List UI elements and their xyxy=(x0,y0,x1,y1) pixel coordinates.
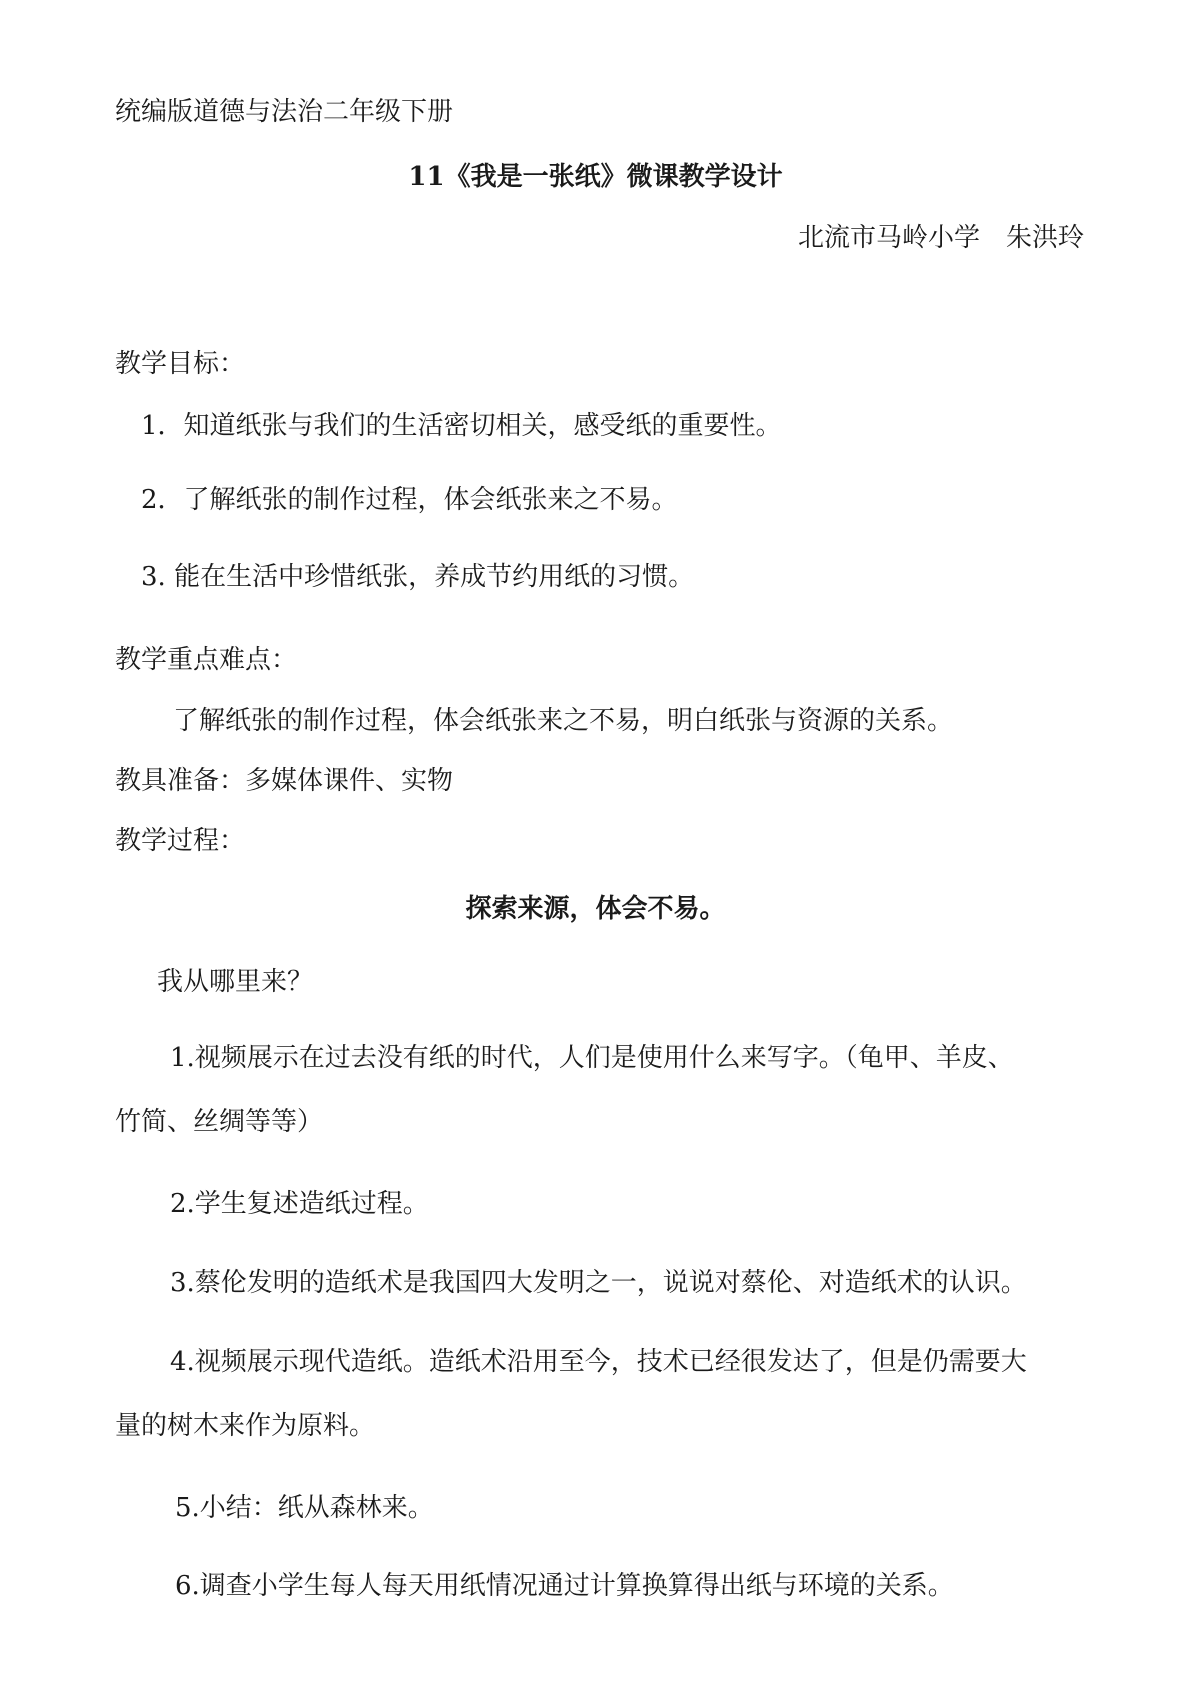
key-points-heading: 教学重点难点： xyxy=(115,645,298,675)
process-step-2: 2.学生复述造纸过程。 xyxy=(170,1189,429,1219)
process-section-title: 探索来源，体会不易。 xyxy=(465,894,726,924)
key-points-text: 了解纸张的制作过程，体会纸张来之不易，明白纸张与资源的关系。 xyxy=(173,706,954,736)
preparation-text: 教具准备：多媒体课件、实物 xyxy=(115,766,454,796)
objective-item-3: 3. 能在生活中珍惜纸张，养成节约用纸的习惯。 xyxy=(141,562,695,592)
process-step-4-continued: 量的树木来作为原料。 xyxy=(115,1411,376,1441)
process-question: 我从哪里来？ xyxy=(157,967,314,997)
process-step-1-continued: 竹简、丝绸等等） xyxy=(115,1107,324,1137)
document-title: 11《我是一张纸》微课教学设计 xyxy=(408,162,783,192)
process-step-3: 3.蔡伦发明的造纸术是我国四大发明之一，说说对蔡伦、对造纸术的认识。 xyxy=(170,1268,1027,1298)
objective-item-1: 1．知道纸张与我们的生活密切相关，感受纸的重要性。 xyxy=(141,411,782,441)
objectives-heading: 教学目标： xyxy=(115,349,246,379)
process-step-1: 1.视频展示在过去没有纸的时代，人们是使用什么来写字。（龟甲、羊皮、 xyxy=(170,1043,1014,1073)
process-step-6: 6.调查小学生每人每天用纸情况通过计算换算得出纸与环境的关系。 xyxy=(175,1571,954,1601)
objective-item-2: 2．了解纸张的制作过程，体会纸张来之不易。 xyxy=(141,485,678,515)
process-heading: 教学过程： xyxy=(115,826,246,856)
process-step-5: 5.小结：纸从森林来。 xyxy=(175,1493,434,1523)
process-step-4: 4.视频展示现代造纸。造纸术沿用至今，技术已经很发达了，但是仍需要大 xyxy=(170,1347,1027,1377)
document-header: 统编版道德与法治二年级下册 xyxy=(115,97,454,127)
document-author: 北流市马岭小学 朱洪玲 xyxy=(797,223,1084,253)
